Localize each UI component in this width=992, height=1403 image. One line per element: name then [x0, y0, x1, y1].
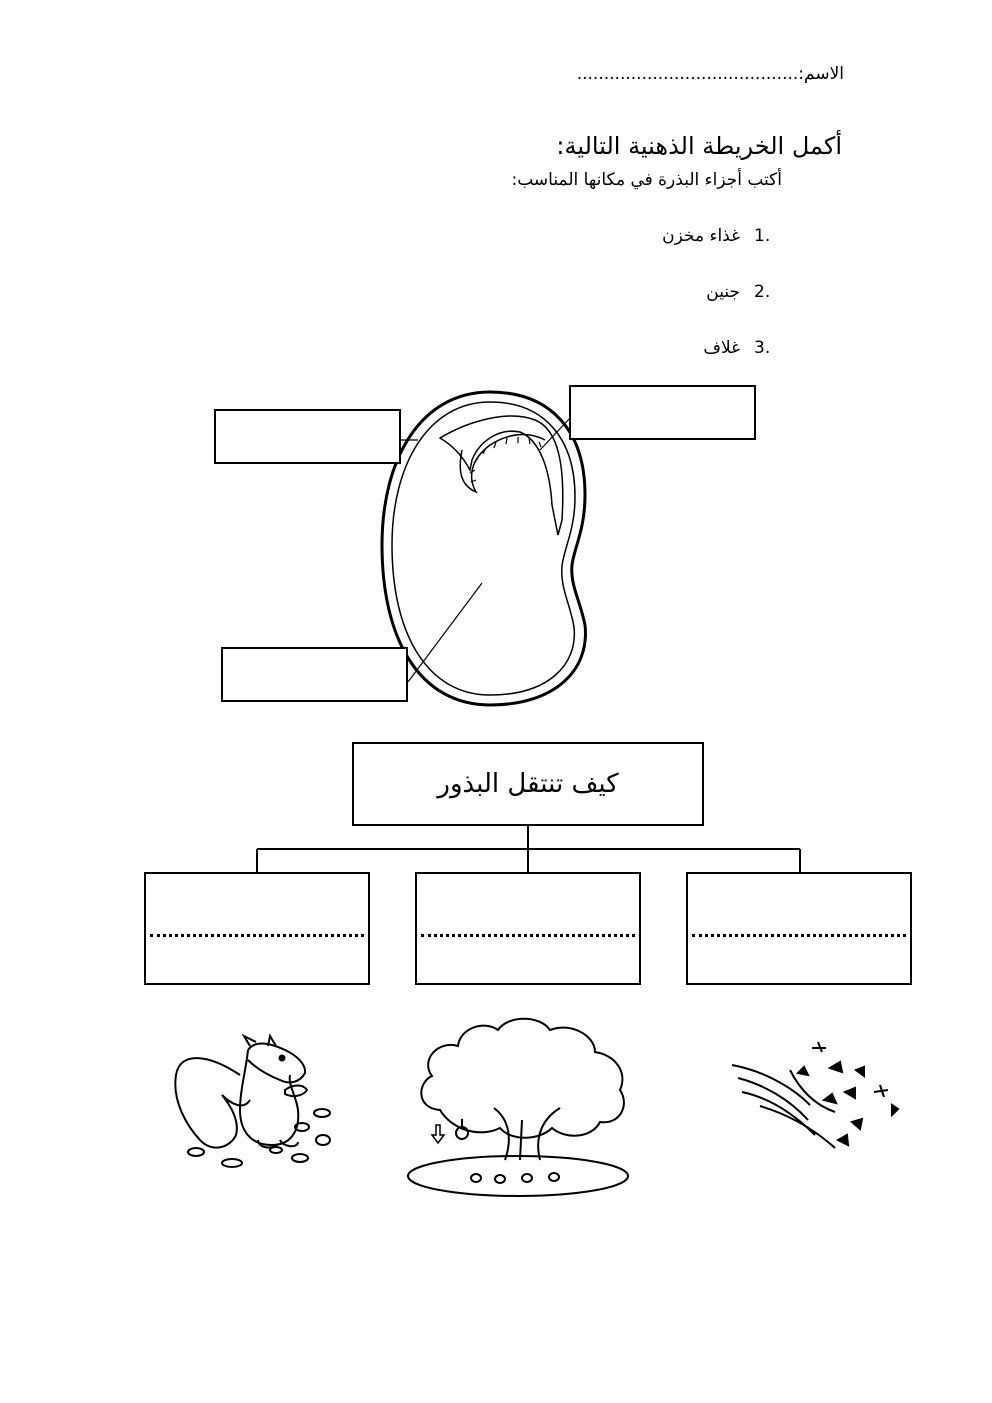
seed-label-box[interactable]: [221, 647, 408, 702]
answer-box[interactable]: [415, 872, 641, 985]
answer-dotted-line: [692, 934, 906, 937]
list-label: غذاء مخزن: [662, 226, 740, 246]
answer-dotted-line: [421, 934, 635, 937]
answer-box[interactable]: [144, 872, 370, 985]
list-label: جنين: [706, 282, 740, 302]
seed-label-box[interactable]: [214, 409, 401, 464]
answer-dotted-line: [150, 934, 364, 937]
squirrel-icon: [175, 1036, 330, 1167]
bean-seed-diagram-icon: [382, 392, 585, 705]
tree-falling-fruit-icon: [408, 1019, 628, 1196]
seed-label-box[interactable]: [569, 385, 756, 440]
list-number: 3.: [754, 338, 771, 358]
mind-map-title-text: كيف تنتقل البذور: [437, 769, 619, 799]
list-number: 2.: [754, 282, 771, 302]
answer-box[interactable]: [686, 872, 912, 985]
worksheet-subtitle: أكتب أجزاء البذرة في مكانها المناسب:: [511, 170, 782, 190]
name-label: الاسم:: [798, 64, 844, 84]
mind-map-connectors: [257, 826, 800, 873]
wind-blown-leaves-icon: [732, 1042, 898, 1148]
list-number: 1.: [754, 226, 771, 246]
name-blank[interactable]: .........................................: [576, 64, 799, 84]
worksheet-title: أكمل الخريطة الذهنية التالية:: [556, 132, 842, 160]
list-label: غلاف: [703, 338, 740, 358]
mind-map-title: [352, 742, 704, 826]
